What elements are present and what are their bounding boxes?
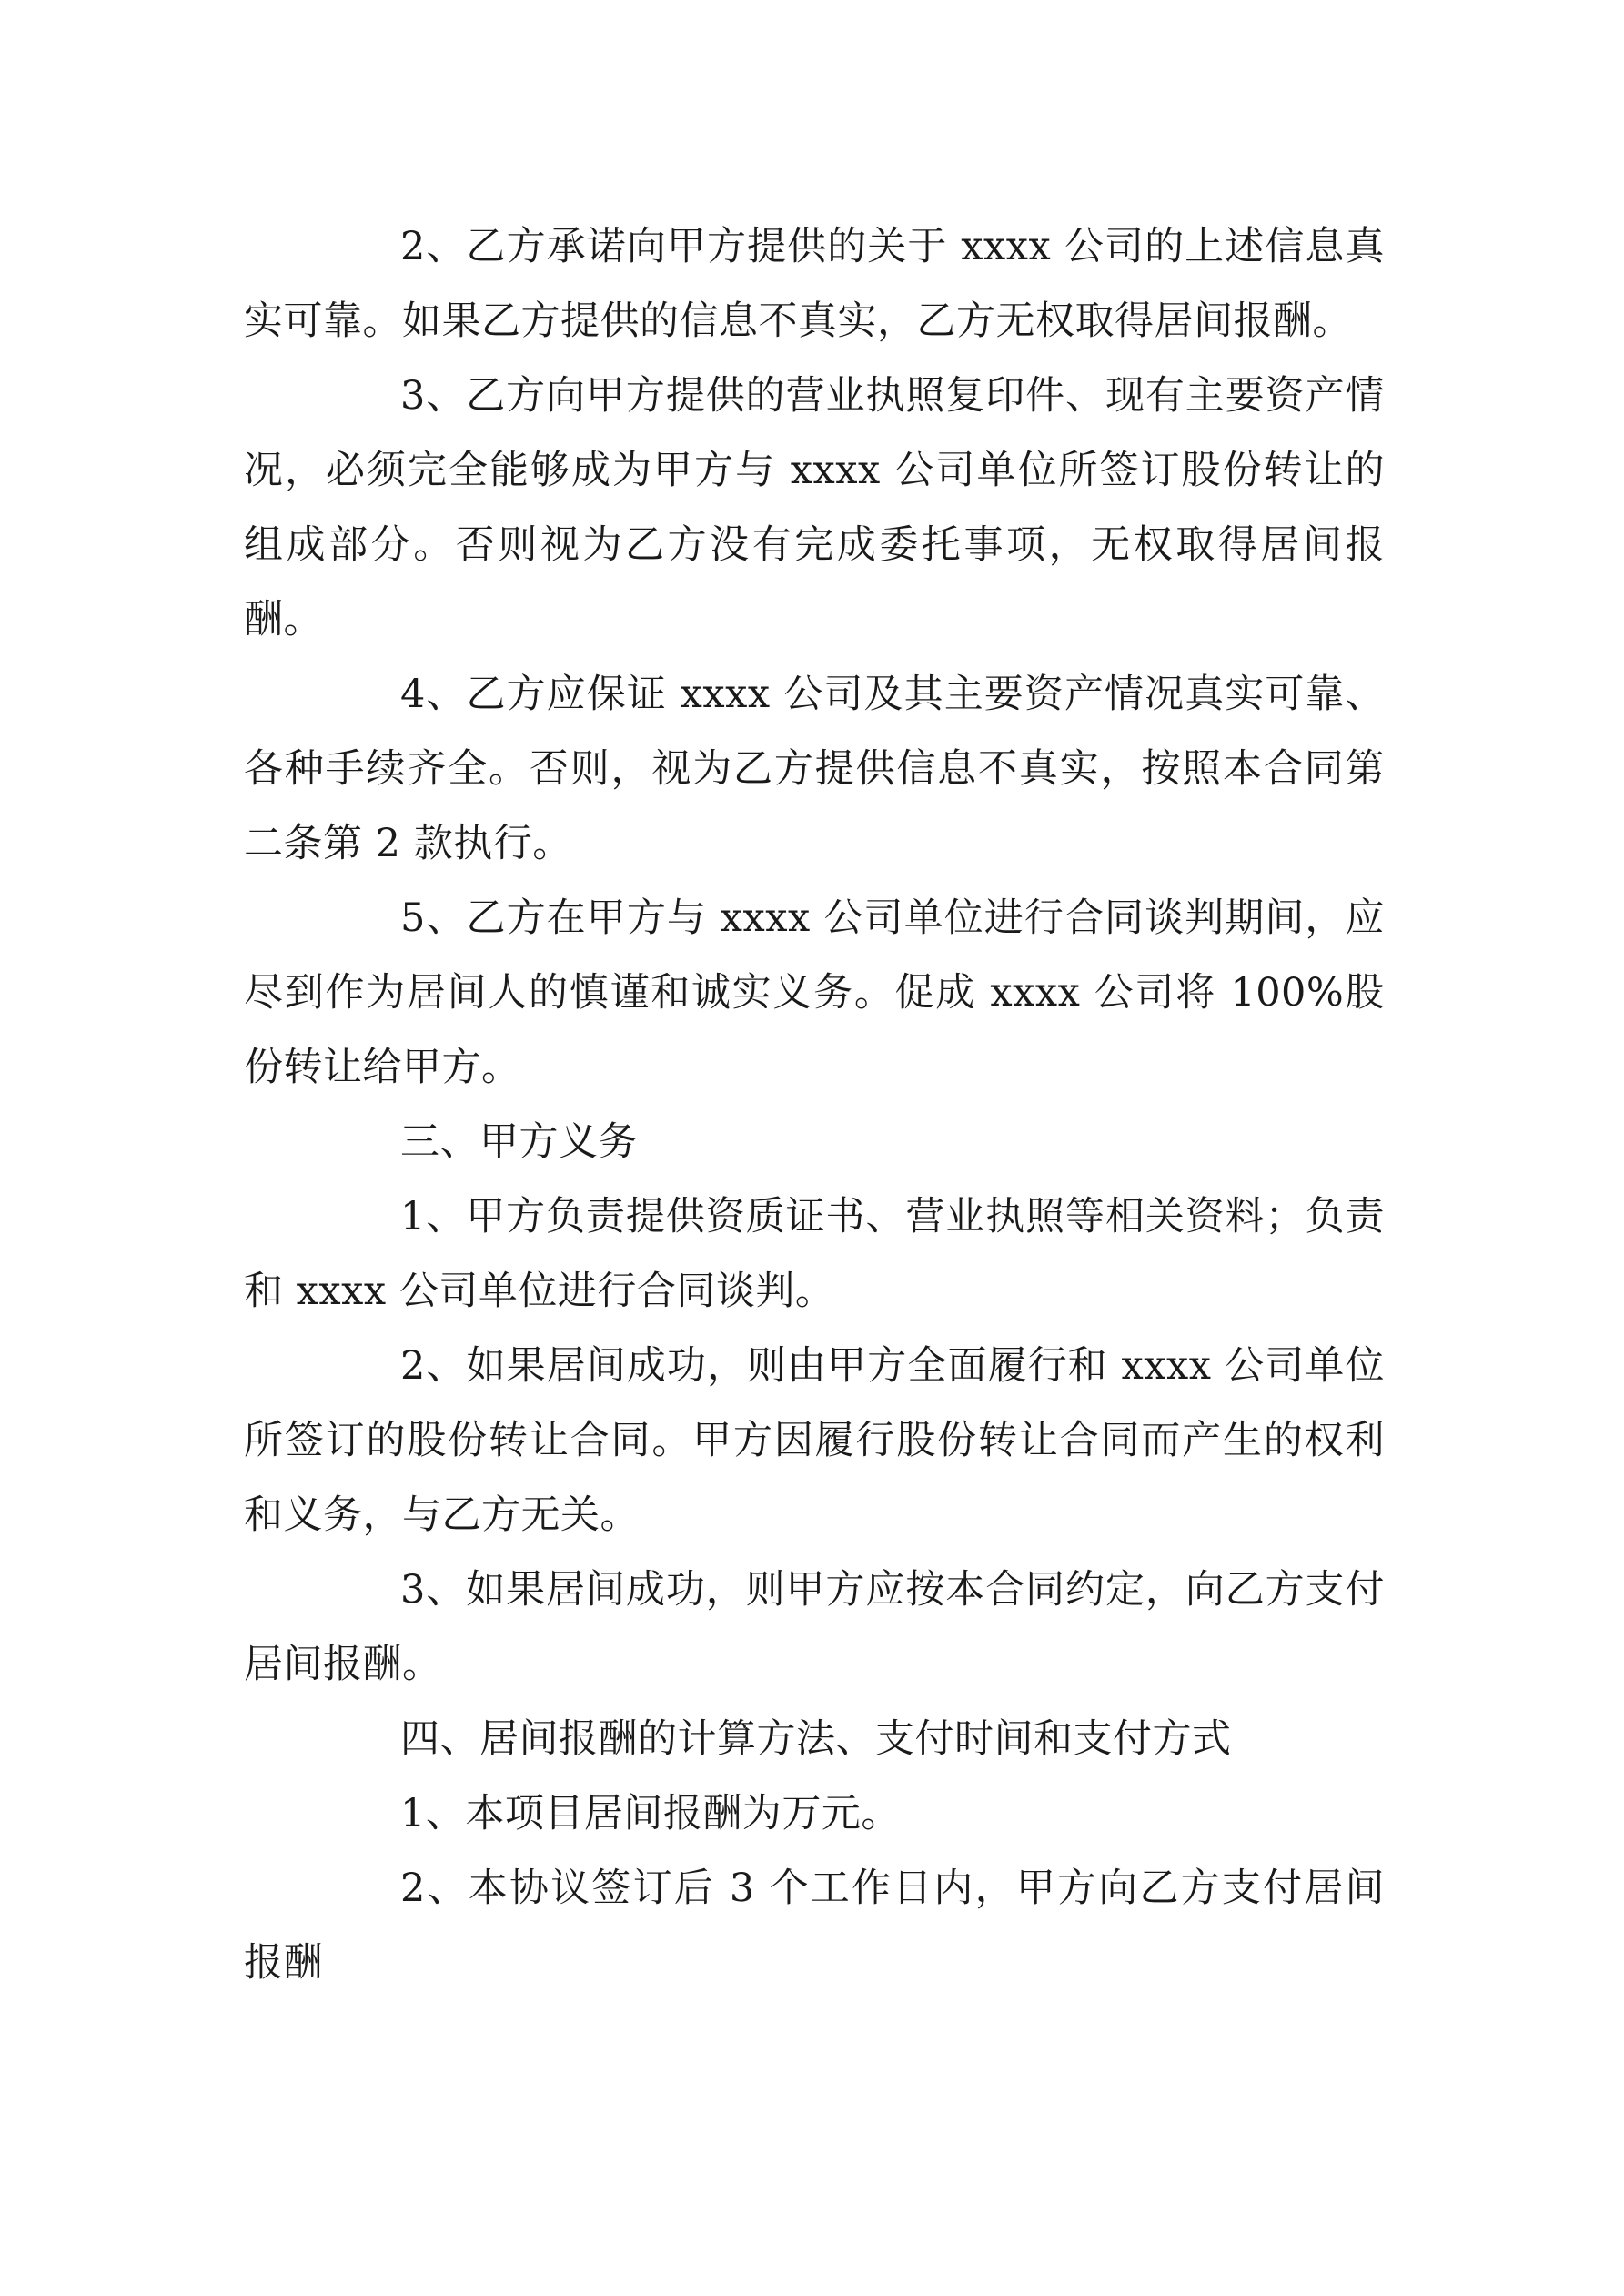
paragraph-clause-2-4: 4、乙方应保证 xxxx 公司及其主要资产情况真实可靠、各种手续齐全。否则，视为乙方提供信息不真实，按照本合同第二条第 2 款执行。: [244, 672, 1385, 866]
paragraph-clause-4-2: 2、本协议签订后 3 个工作日内，甲方向乙方支付居间报酬: [244, 1866, 1385, 1986]
paragraph-clause-3-2: 2、如果居间成功，则由甲方全面履行和 xxxx 公司单位所签订的股份转让合同。甲方因履行股份转让合同而产生的权利和义务，与乙方无关。: [244, 1343, 1385, 1538]
section-heading-commission: 四、居间报酬的计算方法、支付时间和支付方式: [400, 1716, 1232, 1762]
paragraph-clause-4-1: 1、本项目居间报酬为万元。: [400, 1791, 901, 1836]
paragraph-clause-3-1: 1、甲方负责提供资质证书、营业执照等相关资料；负责和 xxxx 公司单位进行合同谈判。: [244, 1194, 1385, 1314]
document-body: [244, 209, 1385, 2000]
paragraph-clause-3-3: 3、如果居间成功，则甲方应按本合同约定，向乙方支付居间报酬。: [244, 1567, 1385, 1687]
paragraph-clause-2-2: 2、乙方承诺向甲方提供的关于 xxxx 公司的上述信息真实可靠。如果乙方提供的信息不真实，乙方无权取得居间报酬。: [244, 224, 1385, 344]
paragraph-clause-2-5: 5、乙方在甲方与 xxxx 公司单位进行合同谈判期间，应尽到作为居间人的慎谨和诚实义务。促成 xxxx 公司将 100%股份转让给甲方。: [244, 895, 1385, 1090]
paragraph-clause-2-3: 3、乙方向甲方提供的营业执照复印件、现有主要资产情况，必须完全能够成为甲方与 xxxx 公司单位所签订股份转让的组成部分。否则视为乙方没有完成委托事项，无权取得居间报酬。: [244, 373, 1385, 642]
section-heading-party-a-obligations: 三、甲方义务: [400, 1119, 638, 1165]
